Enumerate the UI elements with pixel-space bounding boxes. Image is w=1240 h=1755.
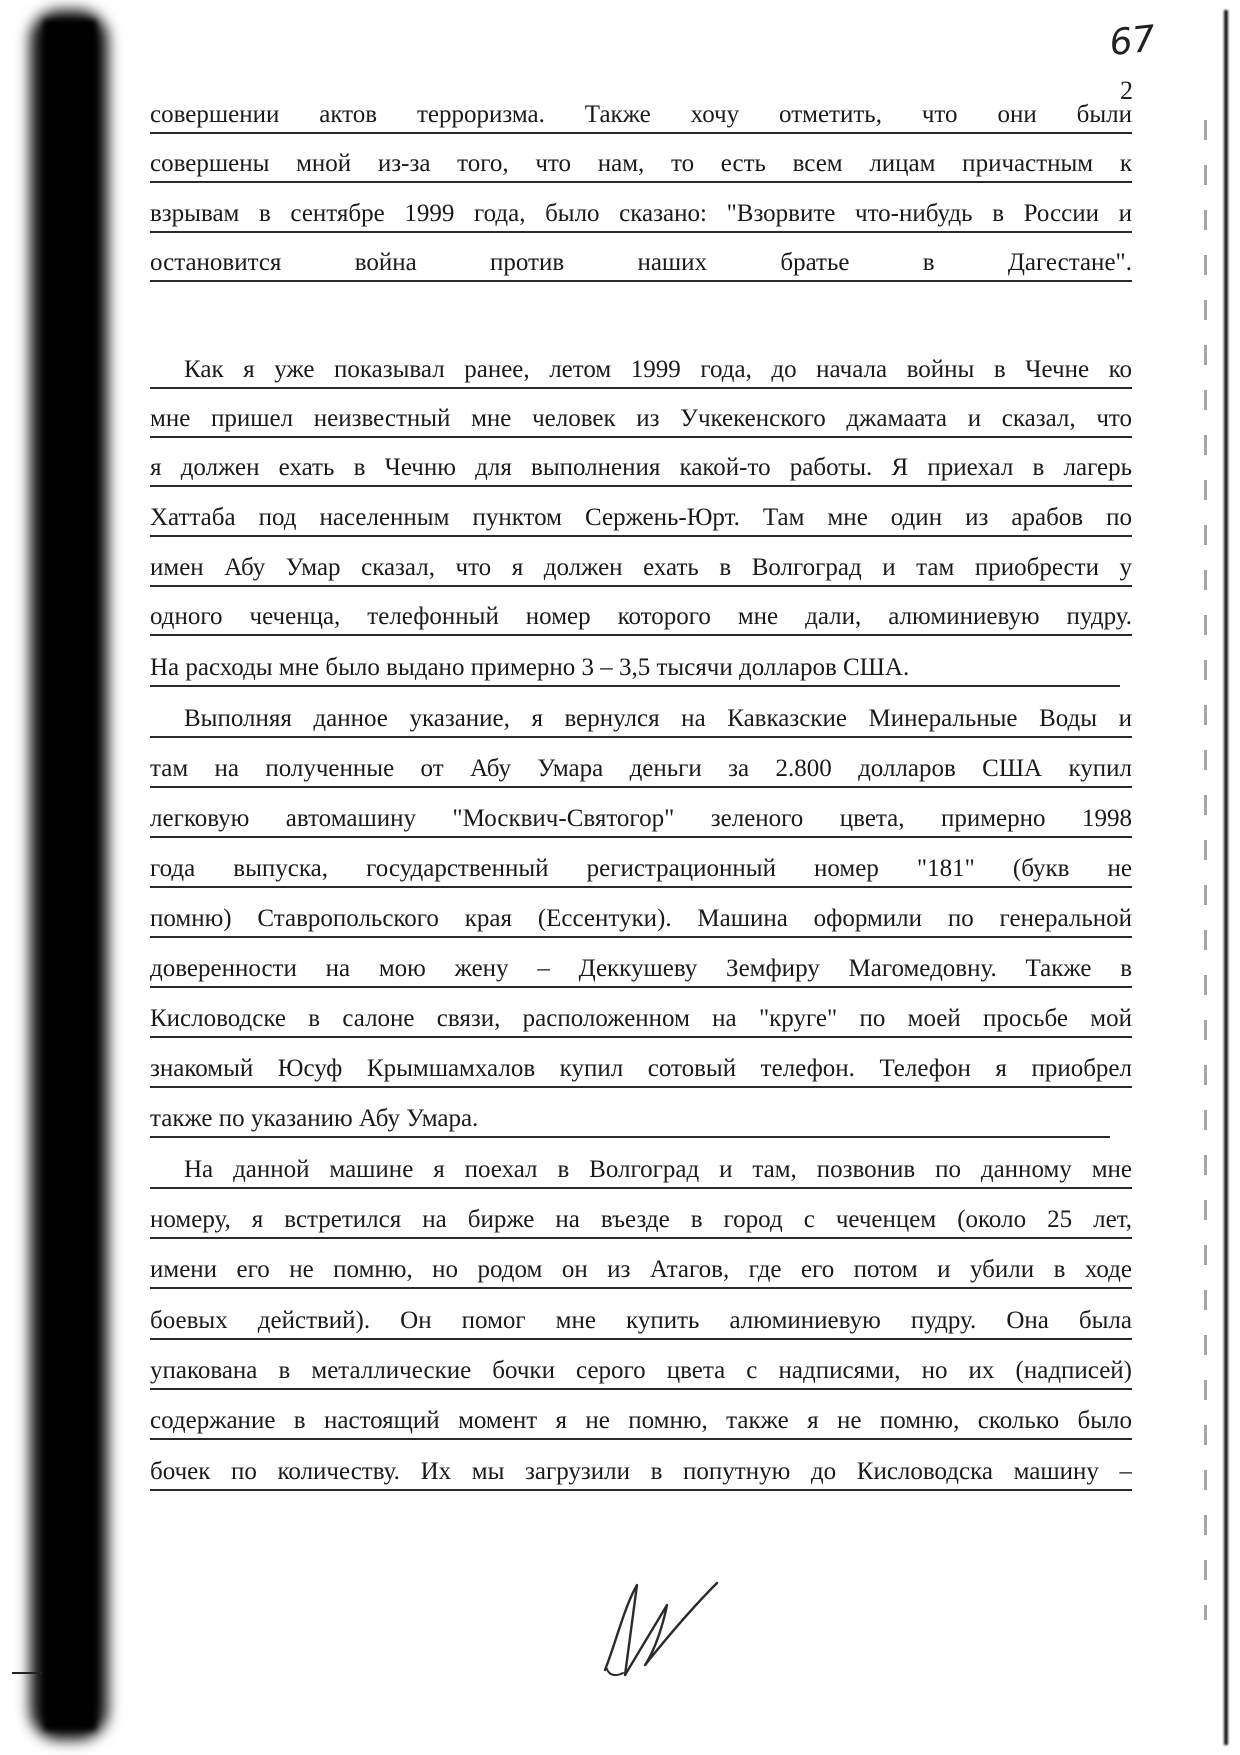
text-line: также по указанию Абу Умара. [150, 1102, 1110, 1138]
text-line: знакомый Юсуф Крымшамхалов купил сотовый телефон. Телефон я приобрел [150, 1052, 1132, 1088]
handwritten-signature [585, 1565, 725, 1685]
text-line: легковую автомашину "Москвич-Святогор" зеленого цвета, примерно 1998 [150, 802, 1132, 838]
text-line: одного чеченца, телефонный номер которого мне дали, алюминиевую пудру. [150, 600, 1132, 636]
page-number: 2 [1120, 76, 1133, 105]
text-line: На данной машине я поехал в Волгоград и там, позвонив по данному мне [150, 1153, 1132, 1189]
text-line: боевых действий). Он помог мне купить алюминиевую пудру. Она была [150, 1304, 1132, 1340]
text-line: остановится война против наших братье в Дагестане". [150, 246, 1132, 282]
scan-edge-right [1224, 10, 1228, 1745]
text-line: мне пришел неизвестный мне человек из Учкекенского джамаата и сказал, что [150, 402, 1132, 438]
handwritten-folio-number: 67 [1107, 18, 1158, 65]
text-line: Хаттаба под населенным пунктом Сержень-Юрт. Там мне один из арабов по [150, 501, 1132, 537]
scan-edge-right-noise [1204, 120, 1207, 1620]
text-line: имен Абу Умар сказал, что я должен ехать в Волгоград и там приобрести у [150, 551, 1132, 587]
text-line: взрывам в сентябре 1999 года, было сказано: "Взорвите что-нибудь в России и [150, 197, 1132, 233]
text-line: совершены мной из-за того, что нам, то есть всем лицам причастным к [150, 147, 1132, 183]
text-line: года выпуска, государственный регистрационный номер "181" (букв не [150, 852, 1132, 888]
text-line: Выполняя данное указание, я вернулся на Кавказские Минеральные Воды и [150, 702, 1132, 738]
scan-shadow-left-core [44, 20, 96, 1730]
text-line: Как я уже показывал ранее, летом 1999 года, до начала войны в Чечне ко [150, 353, 1132, 389]
text-line: там на полученные от Абу Умара деньги за 2.800 долларов США купил [150, 752, 1132, 788]
text-line: имени его не помню, но родом он из Атагов, где его потом и убили в ходе [150, 1253, 1132, 1289]
text-line: бочек по количеству. Их мы загрузили в попутную до Кисловодска машину – [150, 1455, 1132, 1491]
scan-corner-mark [12, 1672, 42, 1674]
text-line: содержание в настоящий момент я не помню, также я не помню, сколько было [150, 1404, 1132, 1440]
text-line: совершении актов терроризма. Также хочу отметить, что они были [150, 98, 1132, 134]
text-line: помню) Ставропольского края (Ессентуки). Машина оформили по генеральной [150, 902, 1132, 938]
text-line: упакована в металлические бочки серого цвета с надписями, но их (надписей) [150, 1354, 1132, 1390]
text-line: доверенности на мою жену – Деккушеву Земфиру Магомедовну. Также в [150, 952, 1132, 988]
text-line: Кисловодске в салоне связи, расположенном на "круге" по моей просьбе мой [150, 1002, 1132, 1038]
text-line: номеру, я встретился на бирже на въезде в город с чеченцем (около 25 лет, [150, 1203, 1132, 1239]
text-line: я должен ехать в Чечню для выполнения какой-то работы. Я приехал в лагерь [150, 451, 1132, 487]
text-line: На расходы мне было выдано примерно 3 – 3,5 тысячи долларов США. [150, 651, 1120, 687]
